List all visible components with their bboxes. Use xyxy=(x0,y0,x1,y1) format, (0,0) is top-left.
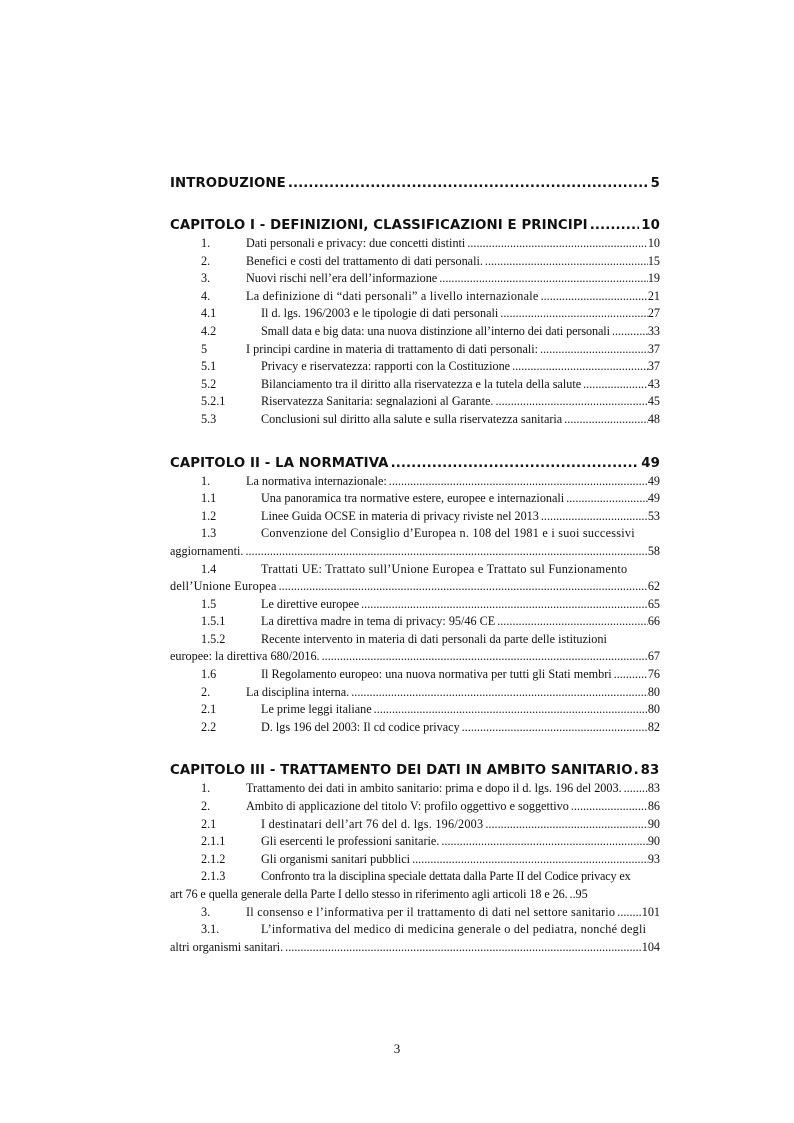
toc-entry[interactable]: 2.1.2 Gli organismi sanitari pubblici ..... 93 xyxy=(170,851,660,869)
toc-entry-multiline[interactable]: 1.5.2 Recente intervento in materia di dati personali da parte delle istituzioni europee: la direttiva 680/2016. ..... 67 xyxy=(170,631,660,666)
toc-entry[interactable]: 2. Ambito di applicazione del titolo V: profilo oggettivo e soggettivo ..... 86 xyxy=(170,798,660,816)
chapter-page: 5 xyxy=(650,176,660,191)
chapter-3-entries xyxy=(170,780,660,956)
toc-entry[interactable]: 1.1 Una panoramica tra normative estere, europee e internazionali ..... 49 xyxy=(170,490,660,508)
toc-entry[interactable]: 5.3 Conclusioni sul diritto alla salute e sulla riservatezza sanitaria ..... 48 xyxy=(170,411,660,429)
toc-chapter-2[interactable] xyxy=(170,455,660,473)
chapter-page: 83 xyxy=(640,763,660,779)
toc-entry-multiline[interactable]: 2.1.3 Confronto tra la disciplina speciale dettata dalla Parte II del Codice privacy ex art 76 e quella generale della Parte I dello stesso in riferimento agli articoli 18 e 26. ..... 95 xyxy=(170,868,660,903)
toc-entry[interactable]: 3. Nuovi rischi nell’era dell’informazione ..... 19 xyxy=(170,270,660,288)
toc-entry[interactable]: 3. Il consenso e l’informativa per il trattamento di dati nel settore sanitario ..... 101 xyxy=(170,904,660,922)
chapter-1-entries xyxy=(170,235,660,429)
toc-entry[interactable]: 5.1 Privacy e riservatezza: rapporti con la Costituzione ..... 37 xyxy=(170,358,660,376)
toc-entry-multiline[interactable]: 1.4 Trattati UE: Trattato sull’Unione Europea e Trattato sul Funzionamento dell’Unione Europea ..... 62 xyxy=(170,561,660,596)
toc-entry[interactable]: 1. La normativa internazionale: ..... 49 xyxy=(170,473,660,491)
toc-entry[interactable]: 5.2 Bilanciamento tra il diritto alla riservatezza e la tutela della salute ..... 43 xyxy=(170,376,660,394)
toc-entry[interactable]: 4.1 Il d. lgs. 196/2003 e le tipologie di dati personali ..... 27 xyxy=(170,305,660,323)
toc-chapter-1[interactable] xyxy=(170,217,660,235)
chapter-2-entries xyxy=(170,473,660,737)
toc-entry[interactable]: 1. Dati personali e privacy: due concetti distinti ..... 10 xyxy=(170,235,660,253)
toc-entry[interactable]: 2. Benefici e costi del trattamento di dati personali. ..... 15 xyxy=(170,253,660,271)
toc-entry-multiline[interactable]: 3.1. L’informativa del medico di medicina generale o del pediatra, nonché degli altri organismi sanitari. ..... 104 xyxy=(170,921,660,956)
toc-entry[interactable]: 1.6 Il Regolamento europeo: una nuova normativa per tutti gli Stati membri ..... 76 xyxy=(170,666,660,684)
chapter-page: 49 xyxy=(641,455,660,471)
table-of-contents xyxy=(170,175,660,956)
toc-entry-multiline[interactable]: 1.3 Convenzione del Consiglio d’Europea n. 108 del 1981 e i suoi successivi aggiornamenti. ..... 58 xyxy=(170,525,660,560)
toc-entry[interactable]: 5.2.1 Riservatezza Sanitaria: segnalazioni al Garante. ..... 45 xyxy=(170,393,660,411)
toc-entry[interactable]: 5 I principi cardine in materia di trattamento di dati personali: ..... 37 xyxy=(170,341,660,359)
toc-introduction[interactable] xyxy=(170,175,660,193)
chapter-page: 10 xyxy=(641,218,660,233)
chapter-title: CAPITOLO I - DEFINIZIONI, CLASSIFICAZIONI E PRINCIPI xyxy=(170,218,588,233)
page-number: 3 xyxy=(393,1041,401,1056)
toc-entry[interactable]: 2. La disciplina interna. ..... 80 xyxy=(170,684,660,702)
chapter-title: CAPITOLO III - TRATTAMENTO DEI DATI IN AMBITO SANITARIO xyxy=(170,763,633,779)
toc-entry[interactable]: 1.5 Le direttive europee ..... 65 xyxy=(170,596,660,614)
toc-entry[interactable]: 2.1 I destinatari dell’art 76 del d. lgs. 196/2003 ..... 90 xyxy=(170,816,660,834)
chapter-title: CAPITOLO II - LA NORMATIVA xyxy=(170,455,389,471)
toc-entry[interactable]: 2.1 Le prime leggi italiane ..... 80 xyxy=(170,701,660,719)
toc-entry[interactable]: 4. La definizione di “dati personali” a livello internazionale ..... 21 xyxy=(170,288,660,306)
toc-entry[interactable]: 2.2 D. lgs 196 del 2003: Il cd codice privacy ..... 82 xyxy=(170,719,660,737)
toc-chapter-3[interactable] xyxy=(170,762,660,780)
toc-entry[interactable]: 1.5.1 La direttiva madre in tema di privacy: 95/46 CE ..... 66 xyxy=(170,613,660,631)
toc-entry[interactable]: 1. Trattamento dei dati in ambito sanitario: prima e dopo il d. lgs. 196 del 2003. ..... 83 xyxy=(170,780,660,798)
toc-entry[interactable]: 2.1.1 Gli esercenti le professioni sanitarie. ..... 90 xyxy=(170,833,660,851)
chapter-title: INTRODUZIONE xyxy=(170,176,286,191)
toc-entry[interactable]: 4.2 Small data e big data: una nuova distinzione all’interno dei dati personali ..... 33 xyxy=(170,323,660,341)
toc-entry[interactable]: 1.2 Linee Guida OCSE in materia di privacy riviste nel 2013 ..... 53 xyxy=(170,508,660,526)
